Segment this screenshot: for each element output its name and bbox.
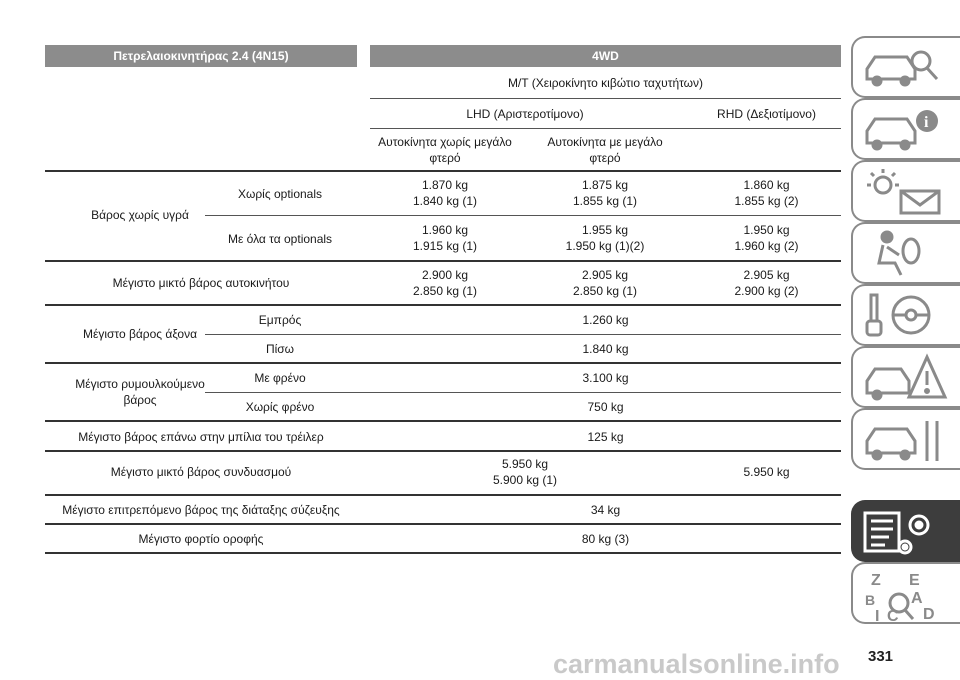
divider xyxy=(45,362,841,364)
drive-header: 4WD xyxy=(370,45,841,67)
svg-text:E: E xyxy=(909,572,920,589)
divider xyxy=(45,304,841,306)
value-cell xyxy=(520,267,690,299)
front-axle-value: 1.260 kg xyxy=(582,313,629,327)
gross-weight-label: Μέγιστο μικτό βάρος αυτοκινήτου xyxy=(112,276,290,290)
value-line: 1.955 kg xyxy=(581,223,629,237)
value-line: 1.950 kg xyxy=(743,223,790,237)
towing-label-line2: βάρος xyxy=(123,393,157,407)
roof-value: 80 kg (3) xyxy=(581,532,630,546)
value-line: 1.855 kg (1) xyxy=(572,194,638,208)
unbraked-label: Χωρίς φρένο xyxy=(245,400,315,414)
svg-text:i: i xyxy=(924,114,929,131)
braked-value: 3.100 kg xyxy=(582,371,629,385)
value-cell xyxy=(520,222,690,254)
value-line: 2.850 kg (1) xyxy=(572,284,638,298)
divider xyxy=(45,552,841,554)
divider xyxy=(45,450,841,452)
svg-text:D: D xyxy=(923,606,935,621)
svg-text:A: A xyxy=(911,590,923,607)
value-line: 1.950 kg (1)(2) xyxy=(565,239,645,253)
value-cell xyxy=(520,177,690,209)
value-line: 2.905 kg xyxy=(581,268,629,282)
divider xyxy=(205,392,841,393)
car-info-icon xyxy=(861,105,951,155)
coupling-value: 34 kg xyxy=(590,503,621,517)
all-options-label: Με όλα τα optionals xyxy=(227,232,333,246)
car-service-tools-icon xyxy=(861,415,951,465)
value-cell xyxy=(360,267,530,299)
tab-vehicle-info[interactable] xyxy=(851,98,960,160)
svg-text:Z: Z xyxy=(871,572,881,589)
curb-weight-label: Βάρος χωρίς υγρά xyxy=(91,208,189,222)
value-cell xyxy=(692,177,841,209)
svg-text:C: C xyxy=(887,608,899,621)
value-line: 1.960 kg xyxy=(421,223,469,237)
no-wing-header xyxy=(360,134,530,166)
warning-lights-message-icon xyxy=(861,167,951,217)
ball-load-value: 125 kg xyxy=(587,430,624,444)
roof-label: Μέγιστο φορτίο οροφής xyxy=(138,532,264,546)
tab-vehicle-overview[interactable] xyxy=(851,36,960,98)
with-wing-header-line2: φτερό xyxy=(589,151,621,165)
no-wing-header-line2: φτερό xyxy=(429,151,461,165)
braked-label: Με φρένο xyxy=(254,371,306,385)
divider xyxy=(45,170,841,172)
divider xyxy=(45,494,841,496)
unbraked-value: 750 kg xyxy=(587,400,624,414)
value-line: 2.900 kg (2) xyxy=(734,284,799,298)
front-axle-label: Εμπρός xyxy=(258,313,302,327)
axle-weight-label: Μέγιστο βάρος άξονα xyxy=(82,327,198,341)
tab-safety[interactable] xyxy=(851,222,960,284)
engine-header: Πετρελαιοκινητήρας 2.4 (4N15) xyxy=(45,45,357,67)
value-line: 2.905 kg xyxy=(743,268,790,282)
divider xyxy=(370,98,841,99)
value-cell xyxy=(360,177,530,209)
rhd-header: RHD (Δεξιοτίμονο) xyxy=(717,107,816,121)
divider xyxy=(45,420,841,422)
tab-starting-driving[interactable] xyxy=(851,284,960,346)
rear-axle-value: 1.840 kg xyxy=(582,342,629,356)
divider xyxy=(45,260,841,262)
page-number: 331 xyxy=(868,648,894,665)
value-line: 2.850 kg (1) xyxy=(412,284,478,298)
combination-label: Μέγιστο μικτό βάρος συνδυασμού xyxy=(110,465,292,479)
value-line: 5.950 kg xyxy=(501,457,549,471)
divider xyxy=(205,334,841,335)
value-cell xyxy=(360,456,690,488)
value-cell xyxy=(360,222,530,254)
value-cell xyxy=(692,267,841,299)
airbag-seat-icon xyxy=(861,229,951,279)
divider xyxy=(205,215,841,216)
rear-axle-label: Πίσω xyxy=(265,342,295,356)
key-steering-wheel-icon xyxy=(861,291,951,341)
alphabetical-index-search-icon xyxy=(861,569,951,621)
combination-rhd-value: 5.950 kg xyxy=(743,465,790,479)
value-cell xyxy=(692,222,841,254)
no-wing-header-line1: Αυτοκίνητα χωρίς μεγάλο xyxy=(378,135,512,149)
tab-technical-data[interactable] xyxy=(851,500,960,562)
value-line: 5.900 kg (1) xyxy=(492,473,558,487)
svg-text:B: B xyxy=(865,592,876,608)
value-line: 1.875 kg xyxy=(581,178,629,192)
tab-emergency[interactable] xyxy=(851,346,960,408)
tab-warning-lights[interactable] xyxy=(851,160,960,222)
no-options-label: Χωρίς optionals xyxy=(237,187,323,201)
car-breakdown-warning-icon xyxy=(861,353,951,403)
transmission-header: M/T (Χειροκίνητο κιβώτιο ταχυτήτων) xyxy=(507,76,704,90)
tab-maintenance[interactable] xyxy=(851,408,960,470)
value-line: 1.840 kg (1) xyxy=(412,194,478,208)
watermark: carmanualsonline.info xyxy=(553,649,840,679)
value-line: 1.870 kg xyxy=(421,178,469,192)
technical-data-gear-icon xyxy=(861,507,951,559)
svg-text:I: I xyxy=(875,608,880,621)
divider xyxy=(370,128,841,129)
value-line: 1.855 kg (2) xyxy=(734,194,799,208)
with-wing-header-line1: Αυτοκίνητα με μεγάλο xyxy=(547,135,663,149)
value-line: 2.900 kg xyxy=(421,268,469,282)
value-line: 1.960 kg (2) xyxy=(734,239,799,253)
divider xyxy=(45,523,841,525)
car-search-icon xyxy=(861,43,951,93)
value-line: 1.915 kg (1) xyxy=(412,239,478,253)
value-line: 1.860 kg xyxy=(743,178,790,192)
lhd-header: LHD (Αριστεροτίμονο) xyxy=(466,107,584,121)
ball-load-label: Μέγιστο βάρος επάνω στην μπίλια του τρέιλερ xyxy=(78,430,324,444)
with-wing-header xyxy=(520,134,690,166)
coupling-label: Μέγιστο επιτρεπόμενο βάρος της διάταξης σύζευξης xyxy=(62,503,340,517)
tab-index[interactable] xyxy=(851,562,960,624)
towing-label-line1: Μέγιστο ρυμουλκούμενο xyxy=(75,377,205,391)
